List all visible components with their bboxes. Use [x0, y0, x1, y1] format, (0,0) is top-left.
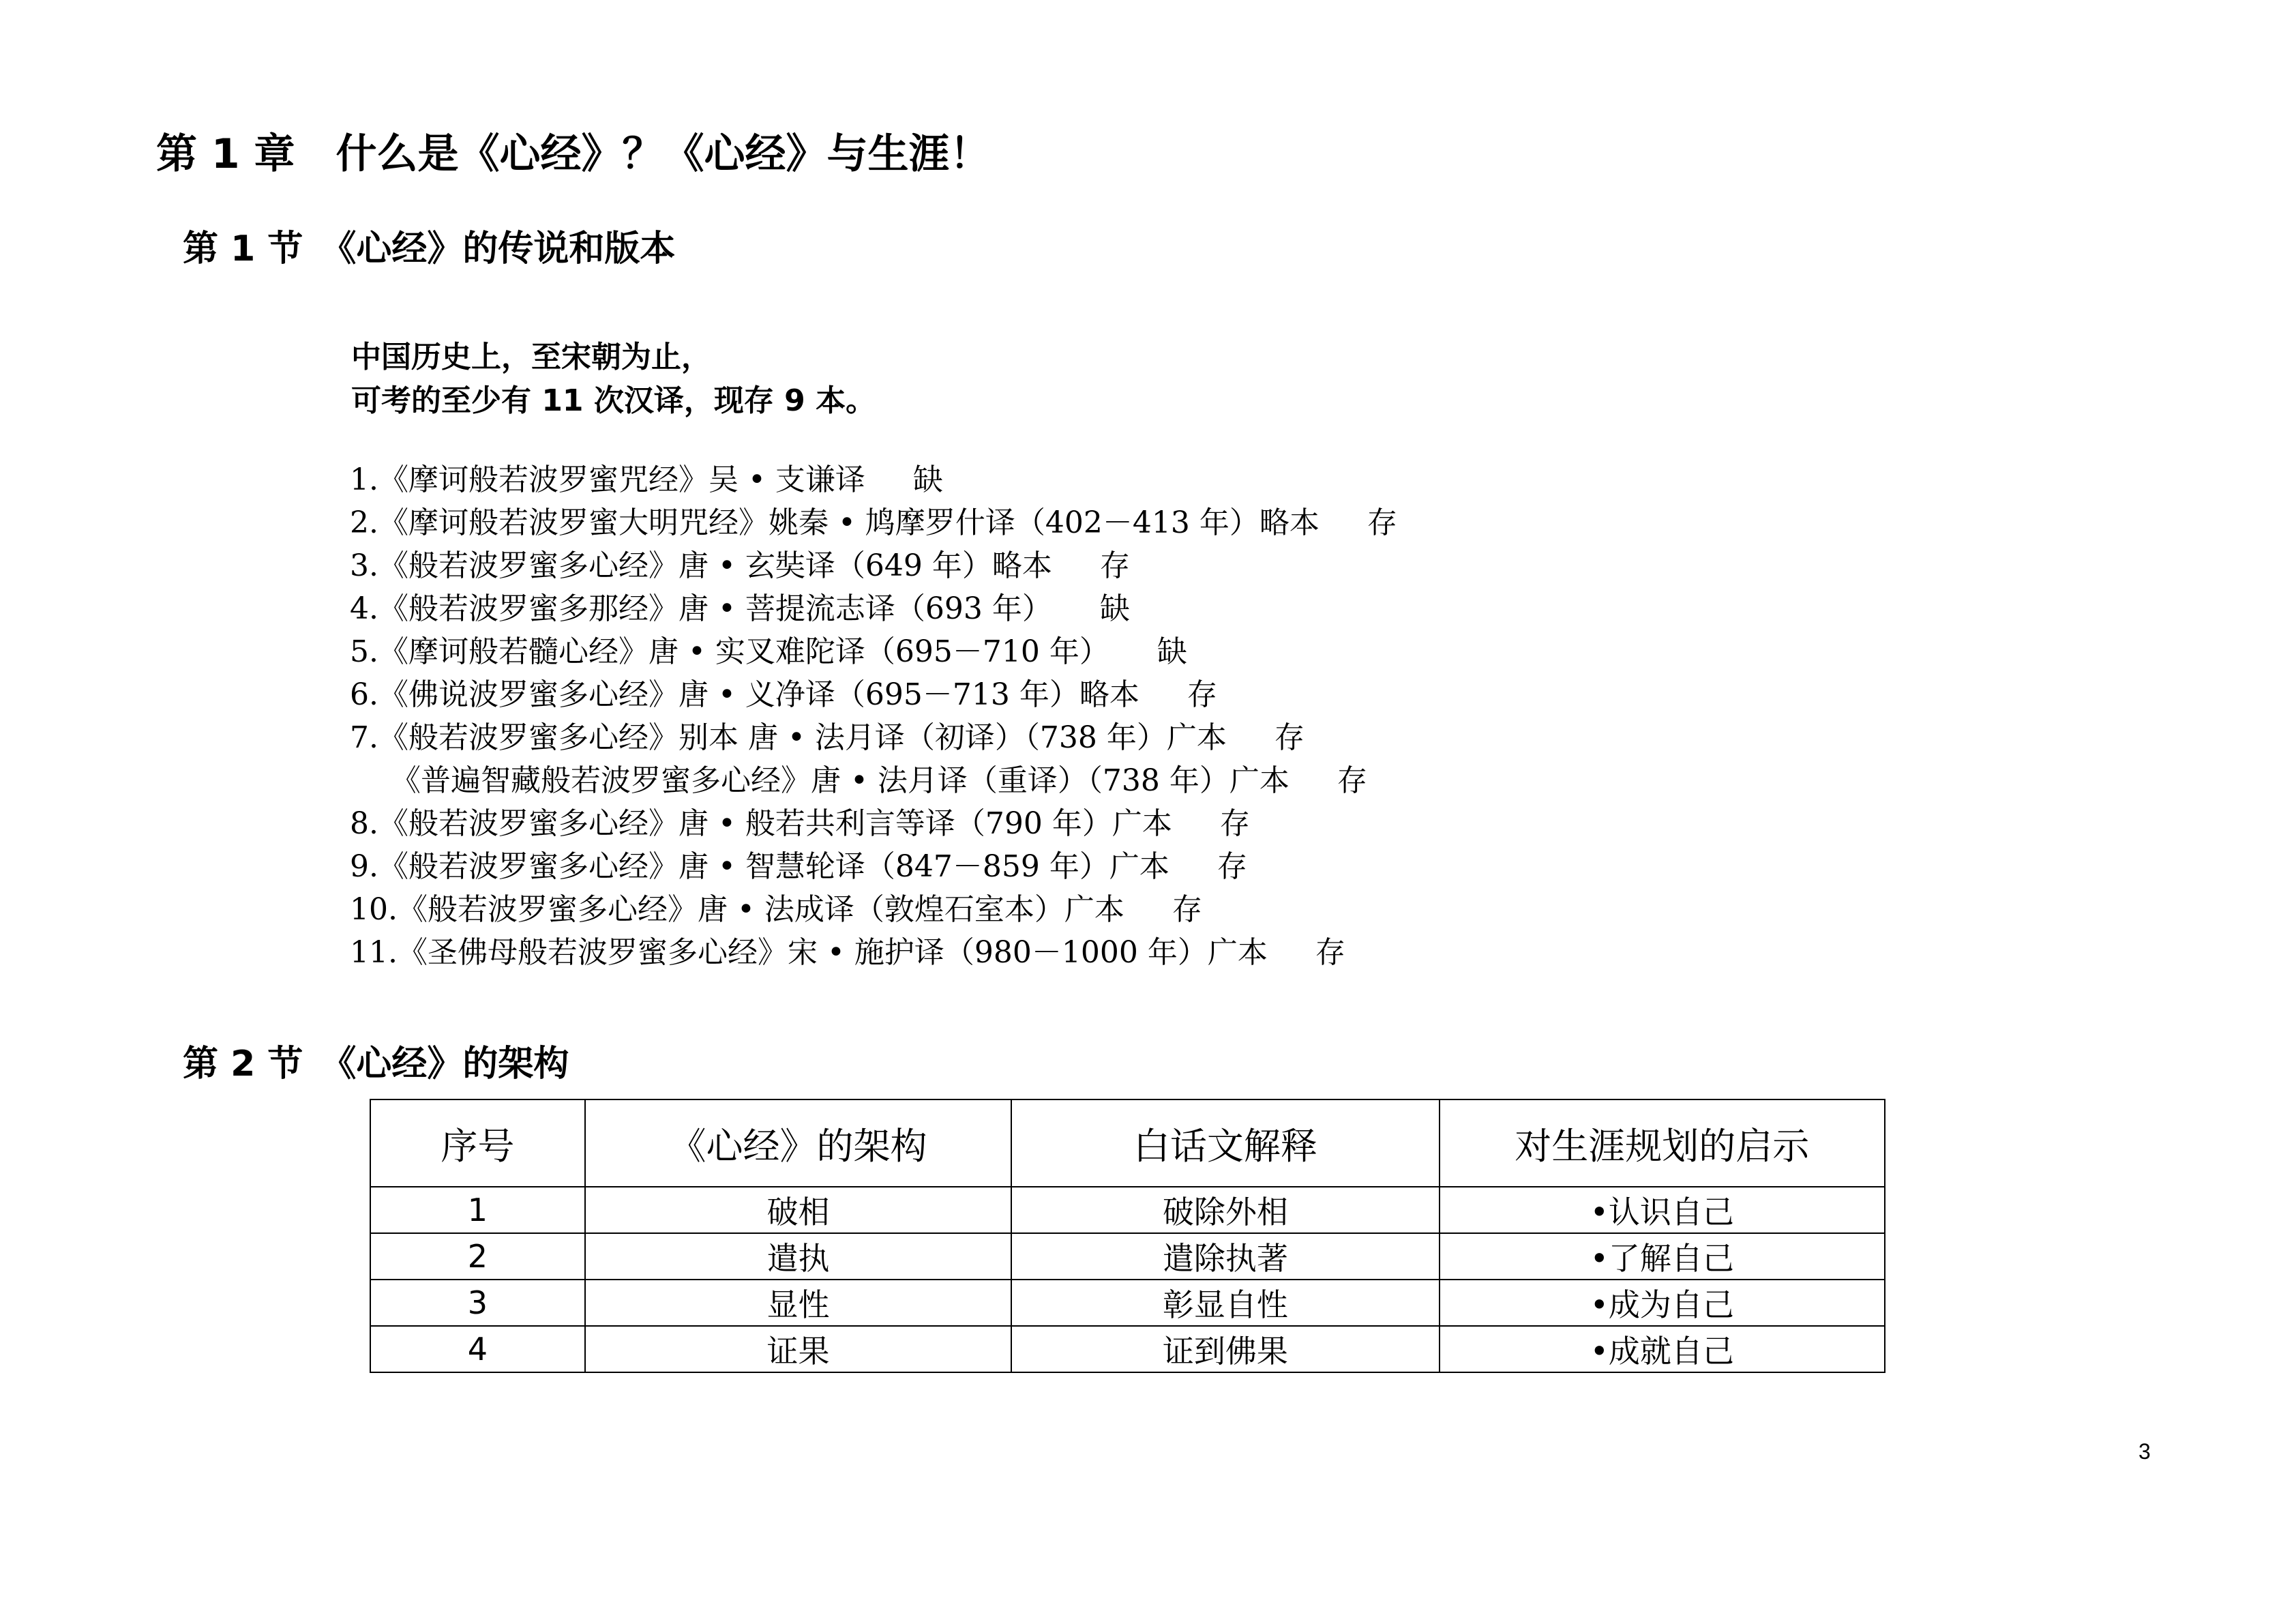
cell-structure: 破相 — [585, 1187, 1011, 1233]
cell-index: 1 — [370, 1187, 585, 1233]
cell-explanation: 破除外相 — [1011, 1187, 1439, 1233]
chapter-title: 第 1 章 什么是《心经》？《心经》与生涯！ — [156, 130, 991, 178]
translation-item-4: 4.《般若波罗蜜多那经》唐 • 菩提流志译（693 年） 缺 — [350, 587, 1397, 630]
translation-item-10: 10.《般若波罗蜜多心经》唐 • 法成译（敦煌石室本）广本 存 — [350, 888, 1397, 931]
translation-item-7: 7.《般若波罗蜜多心经》别本 唐 • 法月译（初译）（738 年）广本 存 — [350, 716, 1397, 759]
cell-insight: •成就自己 — [1440, 1326, 1885, 1372]
cell-structure: 证果 — [585, 1326, 1011, 1372]
translation-list — [350, 458, 1397, 974]
header-explanation: 白话文解释 — [1011, 1099, 1439, 1187]
translation-status: 存 — [1187, 677, 1217, 712]
translation-status: 缺 — [912, 462, 943, 497]
intro-line-1: 中国历史上，至宋朝为止， — [351, 340, 711, 374]
table-row — [370, 1326, 1885, 1372]
cell-insight: •了解自己 — [1440, 1233, 1885, 1280]
cell-index: 4 — [370, 1326, 585, 1372]
cell-explanation: 证到佛果 — [1011, 1326, 1439, 1372]
translation-status: 存 — [1172, 892, 1202, 927]
translation-item-7-alt: 《普遍智藏般若波罗蜜多心经》唐 • 法月译（重译）（738 年）广本 存 — [350, 759, 1397, 802]
cell-index: 3 — [370, 1280, 585, 1326]
translation-item-6: 6.《佛说波罗蜜多心经》唐 • 义净译（695－713 年）略本 存 — [350, 673, 1397, 716]
translation-status: 存 — [1274, 720, 1304, 755]
table-row — [370, 1280, 1885, 1326]
translation-item-3: 3.《般若波罗蜜多心经》唐 • 玄奘译（649 年）略本 存 — [350, 544, 1397, 587]
translation-item-9: 9.《般若波罗蜜多心经》唐 • 智慧轮译（847－859 年）广本 存 — [350, 845, 1397, 888]
header-structure: 《心经》的架构 — [585, 1099, 1011, 1187]
cell-insight: •认识自己 — [1440, 1187, 1885, 1233]
cell-structure: 遣执 — [585, 1233, 1011, 1280]
cell-explanation: 彰显自性 — [1011, 1280, 1439, 1326]
cell-insight: •成为自己 — [1440, 1280, 1885, 1326]
architecture-table — [370, 1099, 1885, 1373]
translation-status: 存 — [1219, 806, 1250, 841]
translation-item-11: 11.《圣佛母般若波罗蜜多心经》宋 • 施护译（980－1000 年）广本 存 — [350, 931, 1397, 974]
translation-status: 存 — [1367, 505, 1397, 540]
translation-item-8: 8.《般若波罗蜜多心经》唐 • 般若共利言等译（790 年）广本 存 — [350, 802, 1397, 845]
header-index: 序号 — [370, 1099, 585, 1187]
translation-status: 存 — [1217, 849, 1247, 884]
header-insight: 对生涯规划的启示 — [1440, 1099, 1885, 1187]
translation-status: 存 — [1315, 935, 1345, 970]
section-1-title: 第 1 节 《心经》的传说和版本 — [183, 228, 676, 269]
translation-status: 缺 — [1157, 634, 1187, 669]
table-row — [370, 1233, 1885, 1280]
translation-status: 存 — [1099, 548, 1130, 583]
cell-explanation: 遣除执著 — [1011, 1233, 1439, 1280]
translation-item-5: 5.《摩诃般若髓心经》唐 • 实叉难陀译（695－710 年） 缺 — [350, 630, 1397, 673]
translation-item-2: 2.《摩诃般若波罗蜜大明咒经》姚秦 • 鸠摩罗什译（402－413 年）略本 存 — [350, 501, 1397, 544]
cell-structure: 显性 — [585, 1280, 1011, 1326]
table-header-row — [370, 1099, 1885, 1187]
table-row — [370, 1187, 1885, 1233]
page-number: 3 — [2138, 1439, 2151, 1464]
cell-index: 2 — [370, 1233, 585, 1280]
section-2-title: 第 2 节 《心经》的架构 — [183, 1044, 569, 1084]
translation-item-1: 1.《摩诃般若波罗蜜咒经》吴 • 支谦译 缺 — [350, 458, 1397, 501]
translation-status: 缺 — [1099, 591, 1130, 626]
translation-status: 存 — [1337, 763, 1367, 798]
intro-line-2: 可考的至少有 11 次汉译，现存 9 本。 — [351, 383, 876, 418]
